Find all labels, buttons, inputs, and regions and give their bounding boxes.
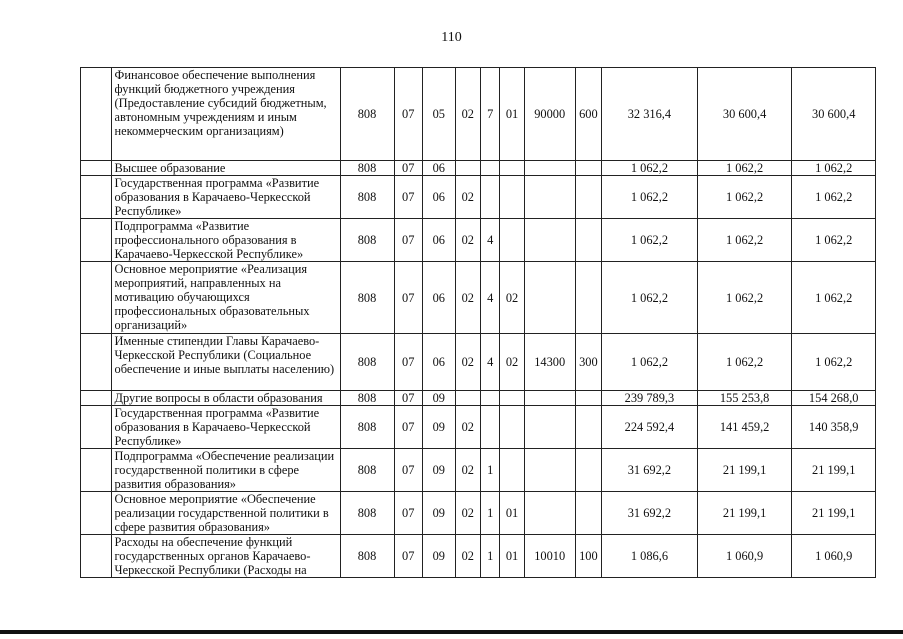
expense-type-code: 600 [575,68,601,161]
sum-year-1: 32 316,4 [602,68,698,161]
table-row [81,262,876,334]
sum-year-1: 1 062,2 [602,262,698,334]
row-name: Подпрограмма «Развитие профессионального образования в Карачаево-Черкесской Республике» [111,219,340,262]
subprogram-code: 4 [481,334,500,391]
sum-year-3: 1 062,2 [792,219,876,262]
sum-year-3: 1 062,2 [792,262,876,334]
section-code: 07 [394,161,423,176]
table-row [81,535,876,578]
expense-type-code [575,391,601,406]
subsection-code: 06 [423,161,456,176]
sum-year-3: 21 199,1 [792,449,876,492]
section-code: 07 [394,406,423,449]
direction-code [524,176,575,219]
subsection-code: 06 [423,334,456,391]
event-code [500,161,524,176]
row-blank-cell [81,334,112,391]
table-row [81,68,876,161]
sum-year-2: 30 600,4 [697,68,792,161]
ved-code: 808 [340,406,394,449]
program-code: 02 [455,406,480,449]
event-code [500,449,524,492]
direction-code [524,262,575,334]
subprogram-code [481,176,500,219]
program-code [455,391,480,406]
row-blank-cell [81,262,112,334]
direction-code: 10010 [524,535,575,578]
row-blank-cell [81,449,112,492]
event-code: 01 [500,492,524,535]
table-row [81,391,876,406]
event-code: 01 [500,535,524,578]
expense-type-code [575,262,601,334]
row-name: Высшее образование [111,161,340,176]
program-code: 02 [455,449,480,492]
subprogram-code [481,391,500,406]
subsection-code: 09 [423,535,456,578]
sum-year-2: 1 062,2 [697,334,792,391]
sum-year-2: 155 253,8 [697,391,792,406]
subsection-code: 09 [423,391,456,406]
row-blank-cell [81,406,112,449]
subprogram-code: 1 [481,492,500,535]
direction-code: 90000 [524,68,575,161]
subsection-code: 05 [423,68,456,161]
direction-code [524,406,575,449]
event-code [500,406,524,449]
section-code: 07 [394,176,423,219]
sum-year-1: 31 692,2 [602,449,698,492]
sum-year-2: 1 062,2 [697,161,792,176]
row-name: Основное мероприятие «Обеспечение реализации государственной политики в сфере развития образования» [111,492,340,535]
ved-code: 808 [340,262,394,334]
sum-year-1: 224 592,4 [602,406,698,449]
expense-type-code [575,406,601,449]
sum-year-1: 1 062,2 [602,176,698,219]
sum-year-2: 1 062,2 [697,262,792,334]
expense-type-code [575,219,601,262]
row-blank-cell [81,219,112,262]
sum-year-3: 154 268,0 [792,391,876,406]
sum-year-1: 1 062,2 [602,219,698,262]
subsection-code: 06 [423,176,456,219]
expense-type-code [575,449,601,492]
table-row [81,161,876,176]
event-code: 02 [500,334,524,391]
row-blank-cell [81,535,112,578]
direction-code [524,219,575,262]
subprogram-code: 1 [481,449,500,492]
ved-code: 808 [340,449,394,492]
ved-code: 808 [340,391,394,406]
sum-year-3: 1 062,2 [792,334,876,391]
subsection-code: 09 [423,406,456,449]
sum-year-2: 1 062,2 [697,219,792,262]
sum-year-1: 1 062,2 [602,161,698,176]
subprogram-code: 1 [481,535,500,578]
program-code: 02 [455,334,480,391]
row-name: Основное мероприятие «Реализация мероприятий, направленных на мотивацию обучающихся профессиональных образовательных организаций» [111,262,340,334]
section-code: 07 [394,334,423,391]
sum-year-2: 21 199,1 [697,449,792,492]
subprogram-code: 7 [481,68,500,161]
direction-code [524,492,575,535]
ved-code: 808 [340,161,394,176]
sum-year-1: 239 789,3 [602,391,698,406]
expense-type-code: 300 [575,334,601,391]
row-blank-cell [81,68,112,161]
row-name: Подпрограмма «Обеспечение реализации государственной политики в сфере развития образования» [111,449,340,492]
program-code: 02 [455,68,480,161]
row-blank-cell [81,161,112,176]
row-blank-cell [81,492,112,535]
direction-code [524,161,575,176]
table-row [81,492,876,535]
row-name: Государственная программа «Развитие образования в Карачаево-Черкесской Республике» [111,176,340,219]
program-code [455,161,480,176]
ved-code: 808 [340,334,394,391]
ved-code: 808 [340,492,394,535]
page-number: 110 [441,30,462,45]
expense-type-code [575,161,601,176]
table-row [81,406,876,449]
sum-year-2: 141 459,2 [697,406,792,449]
sum-year-1: 1 086,6 [602,535,698,578]
table-row [81,176,876,219]
row-name: Расходы на обеспечение функций государственных органов Карачаево-Черкесской Республики (Расходы на [111,535,340,578]
table-row [81,334,876,391]
subprogram-code [481,406,500,449]
row-name: Другие вопросы в области образования [111,391,340,406]
sum-year-3: 140 358,9 [792,406,876,449]
sum-year-2: 21 199,1 [697,492,792,535]
row-blank-cell [81,391,112,406]
table-row [81,449,876,492]
program-code: 02 [455,176,480,219]
budget-table [80,67,876,578]
ved-code: 808 [340,68,394,161]
subsection-code: 06 [423,262,456,334]
sum-year-1: 1 062,2 [602,334,698,391]
ved-code: 808 [340,176,394,219]
event-code [500,176,524,219]
direction-code [524,449,575,492]
expense-type-code: 100 [575,535,601,578]
row-blank-cell [81,176,112,219]
section-code: 07 [394,391,423,406]
program-code: 02 [455,262,480,334]
table-row [81,219,876,262]
section-code: 07 [394,262,423,334]
event-code: 01 [500,68,524,161]
expense-type-code [575,492,601,535]
section-code: 07 [394,68,423,161]
sum-year-1: 31 692,2 [602,492,698,535]
subprogram-code [481,161,500,176]
event-code: 02 [500,262,524,334]
sum-year-2: 1 060,9 [697,535,792,578]
section-code: 07 [394,449,423,492]
ved-code: 808 [340,535,394,578]
row-name: Финансовое обеспечение выполнения функций бюджетного учреждения (Предоставление субсидий бюджетным, автономным учреждениям и иным некоммерческим организациям) [111,68,340,161]
sum-year-3: 21 199,1 [792,492,876,535]
section-code: 07 [394,535,423,578]
event-code [500,219,524,262]
subsection-code: 09 [423,492,456,535]
sum-year-3: 1 060,9 [792,535,876,578]
subsection-code: 09 [423,449,456,492]
ved-code: 808 [340,219,394,262]
program-code: 02 [455,219,480,262]
event-code [500,391,524,406]
sum-year-3: 1 062,2 [792,176,876,219]
program-code: 02 [455,492,480,535]
section-code: 07 [394,219,423,262]
expense-type-code [575,176,601,219]
sum-year-2: 1 062,2 [697,176,792,219]
direction-code: 14300 [524,334,575,391]
row-name: Именные стипендии Главы Карачаево-Черкесской Республики (Социальное обеспечение и иные выплаты населению) [111,334,340,391]
section-code: 07 [394,492,423,535]
page-bottom-edge [0,630,903,634]
sum-year-3: 1 062,2 [792,161,876,176]
subprogram-code: 4 [481,219,500,262]
program-code: 02 [455,535,480,578]
sum-year-3: 30 600,4 [792,68,876,161]
row-name: Государственная программа «Развитие образования в Карачаево-Черкесской Республике» [111,406,340,449]
subprogram-code: 4 [481,262,500,334]
direction-code [524,391,575,406]
subsection-code: 06 [423,219,456,262]
